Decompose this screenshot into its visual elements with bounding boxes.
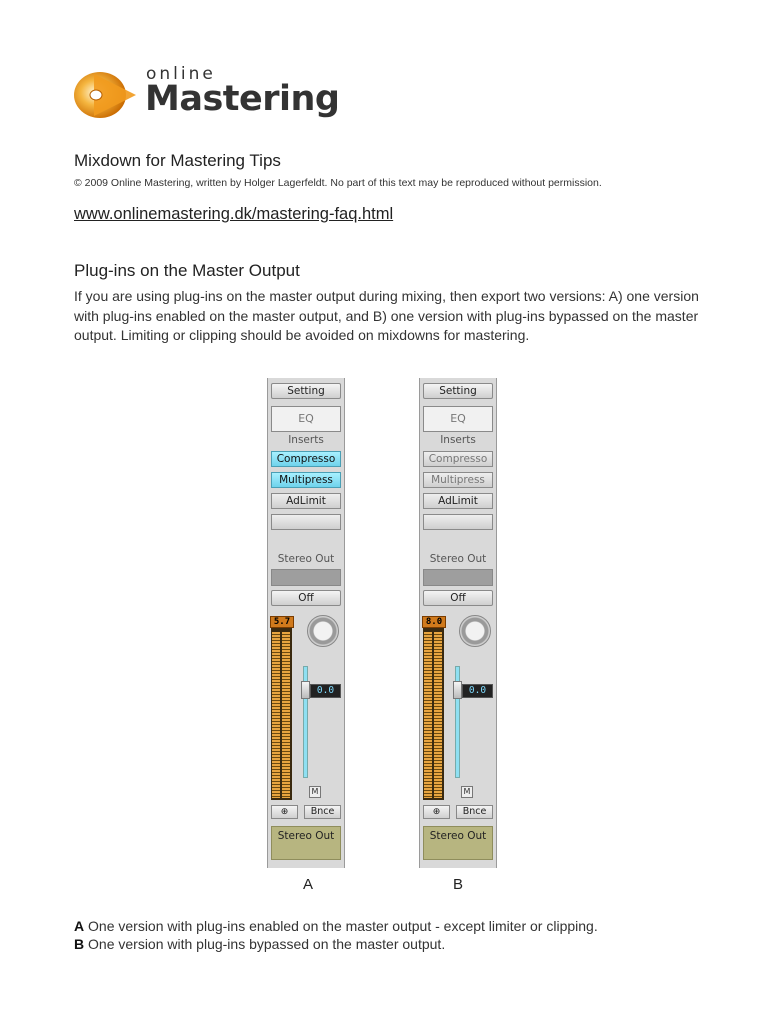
inserts-label: Inserts	[288, 434, 324, 446]
setting-button[interactable]: Setting	[423, 383, 493, 399]
meter-right	[282, 632, 290, 798]
eq-display[interactable]: EQ	[271, 406, 341, 432]
link-icon[interactable]: ⊕	[423, 805, 450, 819]
intro-paragraph: If you are using plug-ins on the master output during mixing, then export two versions: A) one version with plug-ins enabled on the master output, and B) one version with plug-ins bypassed on the master output. Limiting or clipping should be avoided on mixdowns for mastering.	[74, 288, 699, 343]
peak-readout: 8.0	[422, 616, 446, 628]
section-title: Plug-ins on the Master Output	[74, 261, 300, 280]
logo	[72, 64, 340, 124]
insert-slot-compressor[interactable]: Compresso	[423, 451, 493, 467]
output-slot[interactable]	[423, 569, 493, 586]
inserts-label: Inserts	[440, 434, 476, 446]
document-title: Mixdown for Mastering Tips	[74, 151, 281, 170]
meter-left	[272, 632, 280, 798]
output-slot[interactable]	[271, 569, 341, 586]
mute-button[interactable]: M	[309, 786, 321, 798]
off-button[interactable]: Off	[423, 590, 493, 606]
insert-slot-empty[interactable]	[271, 514, 341, 530]
meter-right	[434, 632, 442, 798]
peak-readout: 5.7	[270, 616, 294, 628]
eq-display[interactable]: EQ	[423, 406, 493, 432]
note-a	[74, 918, 598, 934]
mute-button[interactable]: M	[461, 786, 473, 798]
level-meter	[271, 628, 292, 800]
copyright-notice: © 2009 Online Mastering, written by Holger Lagerfeldt. No part of this text may be reproduced without permission.	[74, 177, 602, 189]
channel-name: Stereo Out	[423, 826, 493, 860]
channel-strip-a	[267, 378, 345, 868]
volume-fader-handle[interactable]	[301, 681, 310, 699]
insert-slot-adlimit[interactable]: AdLimit	[271, 493, 341, 509]
pan-knob[interactable]	[459, 615, 491, 647]
note-a-text: One version with plug-ins enabled on the master output - except limiter or clipping.	[84, 918, 598, 934]
note-b-key: B	[74, 936, 85, 952]
link-icon[interactable]: ⊕	[271, 805, 298, 819]
off-button[interactable]: Off	[271, 590, 341, 606]
caption-b: B	[453, 876, 464, 893]
output-label: Stereo Out	[277, 553, 335, 565]
faq-link[interactable]: www.onlinemastering.dk/mastering-faq.html	[74, 205, 394, 223]
volume-fader-handle[interactable]	[453, 681, 462, 699]
insert-slot-adlimit[interactable]: AdLimit	[423, 493, 493, 509]
pan-knob[interactable]	[307, 615, 339, 647]
note-b-text: One version with plug-ins bypassed on the master output.	[84, 936, 446, 952]
volume-readout: 0.0	[310, 684, 341, 698]
insert-slot-compressor[interactable]: Compresso	[271, 451, 341, 467]
note-b	[74, 936, 445, 952]
setting-button[interactable]: Setting	[271, 383, 341, 399]
volume-readout: 0.0	[462, 684, 493, 698]
output-label: Stereo Out	[429, 553, 487, 565]
note-a-key: A	[74, 918, 85, 934]
insert-slot-empty[interactable]	[423, 514, 493, 530]
meter-left	[424, 632, 432, 798]
disc-logo-icon	[72, 68, 138, 120]
bounce-button[interactable]: Bnce	[456, 805, 493, 819]
logo-mastering-text: Mastering	[145, 79, 340, 119]
insert-slot-multipress[interactable]: Multipress	[423, 472, 493, 488]
channel-name: Stereo Out	[271, 826, 341, 860]
insert-slot-multipress[interactable]: Multipress	[271, 472, 341, 488]
caption-a: A	[303, 876, 314, 893]
logo-online-text: online	[146, 64, 216, 84]
channel-strip-b	[419, 378, 497, 868]
level-meter	[423, 628, 444, 800]
bounce-button[interactable]: Bnce	[304, 805, 341, 819]
